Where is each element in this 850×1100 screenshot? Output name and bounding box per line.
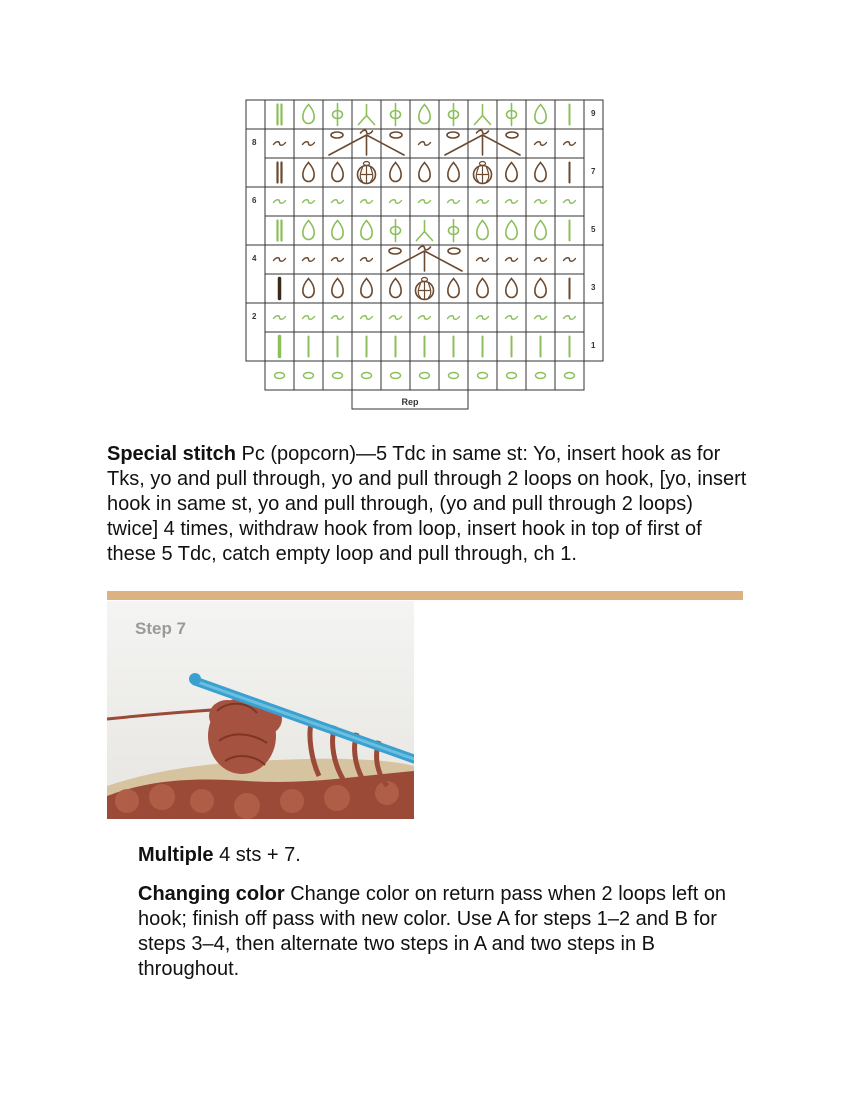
chart-cell xyxy=(439,129,468,158)
stitch-symbol-wave-brown xyxy=(564,142,576,146)
changing-color-paragraph xyxy=(138,882,748,982)
right-block xyxy=(584,303,603,361)
stitch-symbol-tks-phi xyxy=(333,104,343,126)
chart-symbols xyxy=(274,104,576,379)
stitch-symbol-wave-brown xyxy=(535,258,547,262)
stitch-symbol-chain xyxy=(333,373,343,379)
stitch-symbol-loop-brown xyxy=(448,279,459,298)
stitch-symbol-chain xyxy=(391,373,401,379)
stitch-symbol-dbl-green xyxy=(278,221,282,241)
chart-cell xyxy=(468,361,497,390)
row-number-right: 5 xyxy=(591,225,596,234)
stitch-symbol-wave-brown xyxy=(361,258,373,262)
chart-cell xyxy=(381,361,410,390)
stitch-symbol-loop-brown xyxy=(506,163,517,182)
stitch-symbol-loop-brown xyxy=(506,279,517,298)
stitch-symbol-chain xyxy=(275,373,285,379)
stitch-symbol-wave-brown xyxy=(274,258,286,262)
stitch-symbol-loop xyxy=(477,221,488,240)
right-block xyxy=(584,187,603,245)
stitch-symbol-wave-green xyxy=(390,316,402,320)
row-number-left: 4 xyxy=(252,254,257,263)
row-number-left: 6 xyxy=(252,196,257,205)
stitch-symbol-wave-green xyxy=(419,316,431,320)
stitch-symbol-wave-green xyxy=(506,316,518,320)
stitch-symbol-loop xyxy=(535,221,546,240)
stitch-symbol-wave-green xyxy=(419,200,431,204)
stitch-symbol-wave-brown xyxy=(535,142,547,146)
stitch-symbol-wave-green xyxy=(332,200,344,204)
stitch-symbol-join xyxy=(359,105,375,125)
chart-cell xyxy=(265,361,294,390)
stitch-symbol-wave-green xyxy=(361,316,373,320)
special-stitch-paragraph xyxy=(107,442,747,567)
chart-cell xyxy=(381,129,410,158)
stitch-symbol-wave-brown xyxy=(477,258,489,262)
multiple-paragraph xyxy=(138,843,748,868)
stitch-symbol-loop xyxy=(303,105,314,124)
stitch-symbol-wave-green xyxy=(477,200,489,204)
row-number-right: 9 xyxy=(591,109,596,118)
stitch-symbol-tks-phi xyxy=(391,220,401,242)
stitch-symbol-chain xyxy=(304,373,314,379)
stitch-symbol-loop-brown xyxy=(448,163,459,182)
stitch-symbol-loop-brown xyxy=(535,279,546,298)
chart-cell xyxy=(352,361,381,390)
stitch-symbol-loop-brown xyxy=(535,163,546,182)
section-divider xyxy=(107,591,743,600)
stitch-symbol-dbl-green xyxy=(278,105,282,125)
chart-cell xyxy=(323,361,352,390)
special-stitch-term: Special stitch xyxy=(107,443,236,465)
row-number-right: 7 xyxy=(591,167,596,176)
stitch-symbol-chain xyxy=(507,373,517,379)
stitch-symbol-wave-brown xyxy=(419,142,431,146)
chart-cell xyxy=(439,361,468,390)
stitch-symbol-wave-green xyxy=(303,316,315,320)
stitch-symbol-chain xyxy=(478,373,488,379)
changing-color-term: Changing color xyxy=(138,883,285,905)
stitch-symbol-popcorn xyxy=(358,162,376,184)
stitch-symbol-loop-brown xyxy=(477,279,488,298)
stitch-symbol-loop xyxy=(361,221,372,240)
stitch-symbol-wave-green xyxy=(332,316,344,320)
rep-label: Rep xyxy=(401,397,419,407)
stitch-symbol-join xyxy=(475,105,491,125)
stitch-symbol-wave-green xyxy=(390,200,402,204)
chart-cell xyxy=(497,361,526,390)
step-photo xyxy=(107,601,414,819)
stitch-symbol-chain xyxy=(449,373,459,379)
stitch-symbol-wave-brown xyxy=(506,258,518,262)
stitch-symbol-wave-brown xyxy=(564,258,576,262)
stitch-symbol-wave-brown xyxy=(303,142,315,146)
stitch-symbol-chain xyxy=(536,373,546,379)
chart-cell xyxy=(526,361,555,390)
stitch-symbol-wave-green xyxy=(564,200,576,204)
left-spacer xyxy=(246,100,265,129)
stitch-symbol-loop xyxy=(419,105,430,124)
stitch-symbol-wave-green xyxy=(274,316,286,320)
stitch-symbol-popcorn xyxy=(474,162,492,184)
stitch-symbol-wave-green xyxy=(535,200,547,204)
stitch-symbol-wave-green xyxy=(506,200,518,204)
stitch-symbol-loop-brown xyxy=(303,279,314,298)
stitch-symbol-loop-brown xyxy=(390,279,401,298)
stitch-symbol-loop-brown xyxy=(332,279,343,298)
chart-cell xyxy=(381,245,410,274)
stitch-symbol-wave-green xyxy=(535,316,547,320)
stitch-symbol-popcorn xyxy=(416,278,434,300)
row-number-left: 2 xyxy=(252,312,257,321)
chart-cell xyxy=(265,216,294,245)
stitch-symbol-chain xyxy=(362,373,372,379)
chart-cell xyxy=(439,245,468,274)
stitch-symbol-chain xyxy=(565,373,575,379)
stitch-symbol-loop-brown xyxy=(303,163,314,182)
stitch-symbol-loop-brown xyxy=(332,163,343,182)
stitch-symbol-wave-green xyxy=(361,200,373,204)
right-block xyxy=(584,245,603,303)
chart-cell xyxy=(410,361,439,390)
stitch-symbol-tks-phi xyxy=(449,220,459,242)
stitch-symbol-wave-green xyxy=(448,200,460,204)
chart-cell xyxy=(555,361,584,390)
stitch-chart-svg xyxy=(0,0,850,420)
stitch-symbol-loop xyxy=(506,221,517,240)
stitch-symbol-dbl-brown xyxy=(278,163,282,183)
stitch-symbol-wave-green xyxy=(564,316,576,320)
stitch-symbol-wave-green xyxy=(477,316,489,320)
stitch-symbol-loop-brown xyxy=(390,163,401,182)
stitch-chart xyxy=(0,0,850,420)
chart-cell xyxy=(497,129,526,158)
multiple-term: Multiple xyxy=(138,844,214,866)
stitch-symbol-wave-brown xyxy=(332,258,344,262)
stitch-symbol-wave-green xyxy=(448,316,460,320)
right-block xyxy=(584,129,603,187)
chart-cell xyxy=(265,100,294,129)
stitch-symbol-loop-brown xyxy=(419,163,430,182)
row-number-right: 3 xyxy=(591,283,596,292)
multiple-text: 4 sts + 7. xyxy=(213,844,301,866)
stitch-symbol-loop-brown xyxy=(361,279,372,298)
stitch-symbol-wave-brown xyxy=(303,258,315,262)
stitch-symbol-tks-phi xyxy=(507,104,517,126)
stitch-symbol-join xyxy=(417,221,433,241)
stitch-symbol-wave-green xyxy=(274,200,286,204)
changing-color-text: Change color on return pass when 2 loops left on hook; finish off pass with new color. Use A for steps 1–2 and B for steps 3–4, then alternate two steps in A and two steps in B throughout. xyxy=(138,883,727,980)
stitch-symbol-wave-green xyxy=(303,200,315,204)
chart-cell xyxy=(265,158,294,187)
row-number-right: 1 xyxy=(591,341,596,350)
stitch-symbol-chain xyxy=(420,373,430,379)
stitch-symbol-loop xyxy=(303,221,314,240)
chart-cell xyxy=(294,361,323,390)
photo-caption: Step 7 xyxy=(135,619,187,638)
row-number-left: 8 xyxy=(252,138,257,147)
stitch-symbol-loop xyxy=(535,105,546,124)
stitch-symbol-loop xyxy=(332,221,343,240)
stitch-symbol-tks-phi xyxy=(449,104,459,126)
chart-cell xyxy=(323,129,352,158)
stitch-symbol-tks-phi xyxy=(391,104,401,126)
stitch-symbol-wave-brown xyxy=(274,142,286,146)
special-stitch-text: Pc (popcorn)—5 Tdc in same st: Yo, insert hook as for Tks, yo and pull through, yo and pull through 2 loops on hook, [yo, insert hook in same st, yo and pull through, (yo and pull through 2 loops) twice] 4 times, withdraw hook from loop, insert hook in top of first of these 5 Tdc, catch empty loop and pull through, ch 1. xyxy=(107,443,747,565)
